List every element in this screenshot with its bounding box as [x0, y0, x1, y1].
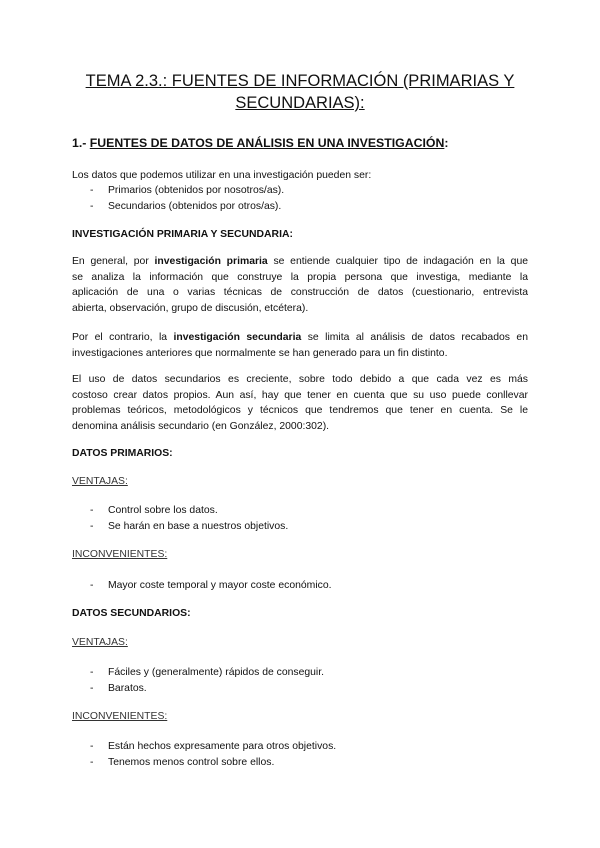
- bullet-dash: -: [90, 667, 94, 678]
- para3-line: costoso crear datos propios. Aun así, hay que tener en cuenta que su uso puede conllevar: [72, 389, 528, 401]
- section-heading-colon: :: [444, 136, 449, 150]
- list-item: - Fáciles y (generalmente) rápidos de conseguir.: [72, 665, 324, 681]
- secundarios-ventajas-list: [72, 665, 324, 696]
- para3-line: El uso de datos secundarios es creciente, sobre todo debido a que cada vez es más: [72, 374, 528, 385]
- intro-text: Los datos que podemos utilizar en una investigación pueden ser:: [72, 170, 372, 181]
- list-item: - Secundarios (obtenidos por otros/as).: [72, 199, 284, 215]
- bullet-dash: -: [90, 741, 94, 752]
- intro-list: [72, 183, 284, 214]
- bullet-dash: -: [90, 580, 94, 591]
- bullet-dash: -: [90, 756, 94, 768]
- datos-primarios-heading: DATOS PRIMARIOS:: [72, 448, 173, 459]
- inconvenientes-label: INCONVENIENTES:: [72, 549, 168, 560]
- bullet-dash: -: [90, 520, 94, 532]
- para2-line: investigaciones anteriores que normalmente se han generado para un fin distinto.: [72, 347, 448, 359]
- primarios-inconvenientes-list: [72, 578, 332, 594]
- bullet-dash: -: [90, 200, 94, 212]
- datos-secundarios-heading: DATOS SECUNDARIOS:: [72, 608, 191, 619]
- section-number: 1.-: [72, 136, 90, 150]
- secundarios-inconvenientes-list: [72, 739, 336, 770]
- section-heading: [72, 136, 448, 150]
- ventajas-label: VENTAJAS:: [72, 476, 128, 487]
- investigacion-heading: INVESTIGACIÓN PRIMARIA Y SECUNDARIA:: [72, 229, 293, 240]
- list-item: - Mayor coste temporal y mayor coste económico.: [72, 578, 332, 594]
- term-investigacion-primaria: investigación primaria: [154, 256, 268, 267]
- para2-line: Por el contrario, la investigación secundaria se limita al análisis de datos recabados en: [72, 332, 528, 343]
- list-item: - Tenemos menos control sobre ellos.: [72, 755, 336, 771]
- list-item: - Se harán en base a nuestros objetivos.: [72, 519, 288, 535]
- inconvenientes-label: INCONVENIENTES:: [72, 711, 168, 722]
- para3-line: problemas teóricos, metodológicos y técnicos que tendremos que tener en cuenta. Se le: [72, 405, 528, 416]
- title-line-2: SECUNDARIAS):: [235, 94, 365, 112]
- bullet-dash: -: [90, 505, 94, 516]
- list-item: - Primarios (obtenidos por nosotros/as).: [72, 183, 284, 199]
- para1-line: En general, por investigación primaria se entiende cualquier tipo de indagación en la que: [72, 256, 529, 267]
- list-item: - Control sobre los datos.: [72, 503, 288, 519]
- term-investigacion-secundaria: investigación secundaria: [173, 332, 302, 343]
- list-item: - Están hechos expresamente para otros objetivos.: [72, 739, 336, 755]
- para1-line: aplicación de una o varias técnicas de construcción de datos (cuestionario, entrevista: [72, 287, 528, 298]
- bullet-dash: -: [90, 682, 94, 694]
- para1-line: se analiza la información que construye la propia persona que investiga, mediante la: [72, 271, 528, 283]
- ventajas-label: VENTAJAS:: [72, 637, 128, 648]
- primarios-ventajas-list: [72, 503, 288, 534]
- title-line-1: TEMA 2.3.: FUENTES DE INFORMACIÓN (PRIMARIAS Y: [85, 72, 515, 90]
- document-title: [72, 70, 528, 114]
- section-heading-text: FUENTES DE DATOS DE ANÁLISIS EN UNA INVESTIGACIÓN: [89, 136, 445, 150]
- bullet-dash: -: [90, 185, 94, 196]
- para1-line: abierta, observación, grupo de discusión, etcétera).: [72, 302, 309, 314]
- para3-line: denomina análisis secundario (en González, 2000:302).: [72, 420, 330, 432]
- list-item: - Baratos.: [72, 681, 324, 697]
